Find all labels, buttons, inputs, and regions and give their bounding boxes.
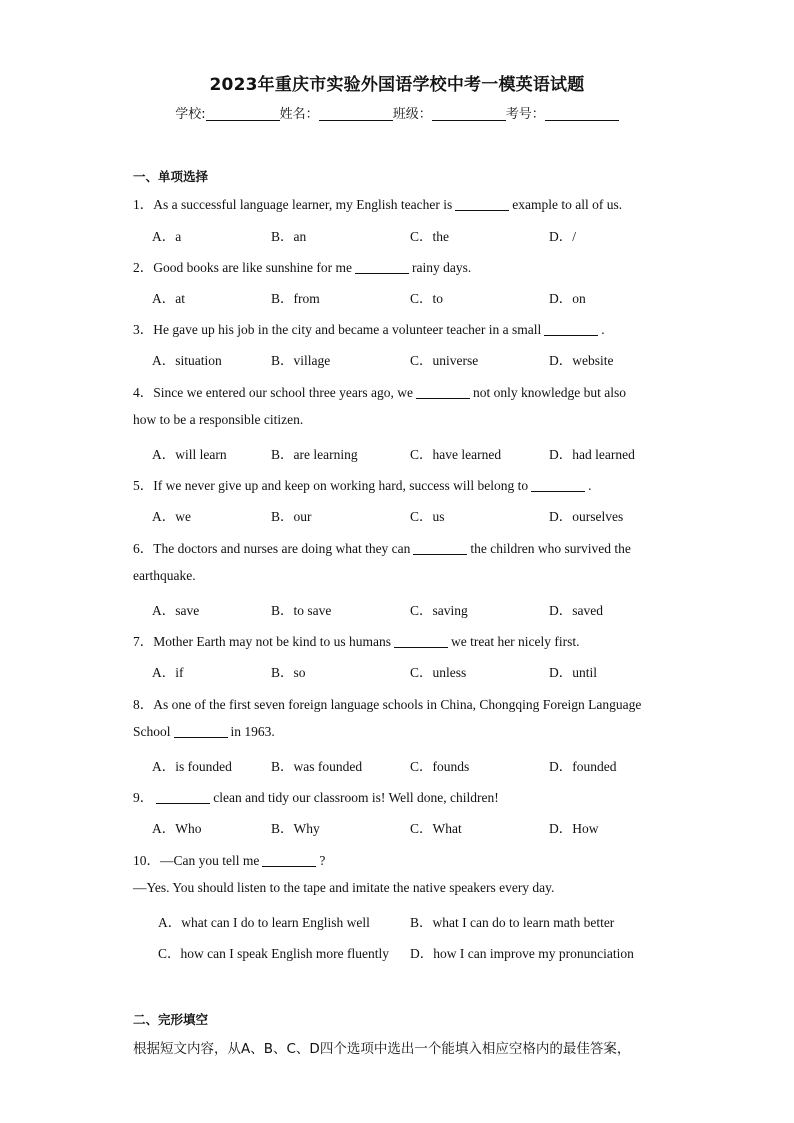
option-b[interactable]: B．an [271, 229, 307, 244]
question-4 [133, 381, 626, 401]
page-title: 2023年重庆市实验外国语学校中考一模英语试题 [209, 75, 585, 95]
option-c[interactable]: C．universe [410, 353, 479, 368]
option-a[interactable]: A．what can I do to learn English well [158, 915, 370, 930]
option-a[interactable]: A．situation [152, 353, 222, 368]
question-text: School [133, 724, 171, 739]
answer-blank [416, 385, 470, 399]
question-text: He gave up his job in the city and became a volunteer teacher in a small [153, 322, 542, 337]
question-text: rainy days. [411, 260, 472, 275]
option-a[interactable]: A．at [152, 291, 185, 306]
option-c[interactable]: C．us [410, 509, 445, 524]
question-text: not only knowledge but also [473, 385, 627, 400]
option-d[interactable]: D．website [549, 353, 614, 368]
question-text: If we never give up and keep on working hard, success will belong to [153, 478, 529, 493]
question-number: 2． [133, 260, 154, 275]
question-number: 10． [133, 853, 160, 868]
question-10-continued: —Yes. You should listen to the tape and imitate the native speakers every day. [133, 880, 555, 895]
question-number: 5． [133, 478, 154, 493]
question-text: in 1963. [230, 724, 275, 739]
answer-blank [544, 322, 598, 336]
option-a[interactable]: A．save [152, 603, 200, 618]
option-a[interactable]: A．if [152, 665, 184, 680]
question-3 [133, 318, 605, 338]
answer-blank [262, 853, 316, 867]
option-d[interactable]: D．founded [549, 759, 617, 774]
option-b[interactable]: B．what I can do to learn math better [410, 915, 615, 930]
question-text: example to all of us. [512, 197, 623, 212]
question-text: . [601, 322, 605, 337]
option-c[interactable]: C．to [410, 291, 444, 306]
question-number: 6． [133, 541, 154, 556]
section-heading-cloze: 二、完形填空 [133, 1012, 209, 1027]
option-b[interactable]: B．Why [271, 821, 320, 836]
exam-no-blank[interactable] [545, 106, 619, 121]
option-b[interactable]: B．was founded [271, 759, 363, 774]
question-text: Good books are like sunshine for me [153, 260, 352, 275]
question-number: 3． [133, 322, 154, 337]
question-4-continued: how to be a responsible citizen. [133, 412, 304, 427]
option-d[interactable]: D．on [549, 291, 586, 306]
answer-blank [394, 634, 448, 648]
question-text: . [588, 478, 592, 493]
option-b[interactable]: B．from [271, 291, 320, 306]
question-8 [133, 693, 641, 713]
option-c[interactable]: C．What [410, 821, 462, 836]
question-5 [133, 474, 592, 494]
name-label: 姓名： [279, 107, 319, 122]
answer-blank [174, 724, 228, 738]
question-text: As a successful language learner, my English teacher is [153, 197, 453, 212]
question-text: Since we entered our school three years ago, we [153, 385, 414, 400]
question-number: 4． [133, 385, 154, 400]
question-2 [133, 256, 471, 276]
option-b[interactable]: B．so [271, 665, 306, 680]
answer-blank [531, 478, 585, 492]
question-8-continued [133, 724, 275, 740]
school-label: 学校: [175, 107, 206, 122]
question-number: 8． [133, 697, 154, 712]
option-b[interactable]: B．our [271, 509, 312, 524]
question-7 [133, 630, 580, 650]
option-d[interactable]: D．ourselves [549, 509, 624, 524]
cloze-instructions: 根据短文内容，从A、B、C、D四个选项中选出一个能填入相应空格内的最佳答案， [133, 1041, 631, 1057]
question-10 [133, 849, 325, 869]
question-text: Mother Earth may not be kind to us humans [153, 634, 391, 649]
question-text: The doctors and nurses are doing what they can [153, 541, 411, 556]
question-text: ? [319, 853, 326, 868]
option-a[interactable]: A．Who [152, 821, 202, 836]
question-number: 9． [133, 790, 154, 805]
option-d[interactable]: D．how I can improve my pronunciation [410, 946, 634, 961]
option-b[interactable]: B．to save [271, 603, 332, 618]
option-d[interactable]: D．until [549, 665, 598, 680]
answer-blank [355, 260, 409, 274]
answer-blank [455, 197, 509, 211]
option-c[interactable]: C．saving [410, 603, 468, 618]
question-text: —Can you tell me [160, 853, 260, 868]
class-label: 班级： [392, 107, 432, 122]
option-c[interactable]: C．unless [410, 665, 467, 680]
school-blank[interactable] [206, 106, 280, 121]
name-blank[interactable] [319, 106, 393, 121]
question-number: 1． [133, 197, 154, 212]
answer-blank [413, 541, 467, 555]
option-a[interactable]: A．we [152, 509, 191, 524]
option-b[interactable]: B．are learning [271, 447, 358, 462]
question-1 [133, 193, 622, 213]
option-c[interactable]: C．how can I speak English more fluently [158, 946, 389, 961]
option-a[interactable]: A．will learn [152, 447, 227, 462]
option-c[interactable]: C．founds [410, 759, 470, 774]
question-6-continued: earthquake. [133, 568, 196, 583]
question-text: we treat her nicely first. [450, 634, 580, 649]
option-c[interactable]: C．have learned [410, 447, 502, 462]
exam-no-label: 考号： [505, 107, 545, 122]
question-9 [133, 786, 499, 806]
option-d[interactable]: D．/ [549, 229, 576, 244]
class-blank[interactable] [432, 106, 506, 121]
answer-blank [156, 790, 210, 804]
option-d[interactable]: D．How [549, 821, 599, 836]
question-text: clean and tidy our classroom is! Well done, children! [213, 790, 499, 805]
option-d[interactable]: D．had learned [549, 447, 635, 462]
section-heading-single-choice: 一、单项选择 [133, 169, 209, 184]
option-d[interactable]: D．saved [549, 603, 603, 618]
question-text: the children who survived the [470, 541, 631, 556]
option-b[interactable]: B．village [271, 353, 331, 368]
question-6 [133, 537, 631, 557]
option-c[interactable]: C．the [410, 229, 449, 244]
question-text: As one of the first seven foreign language schools in China, Chongqing Foreign Language [153, 697, 642, 712]
student-info-line [0, 103, 794, 122]
option-a[interactable]: A．is founded [152, 759, 232, 774]
option-a[interactable]: A．a [152, 229, 182, 244]
question-number: 7． [133, 634, 154, 649]
